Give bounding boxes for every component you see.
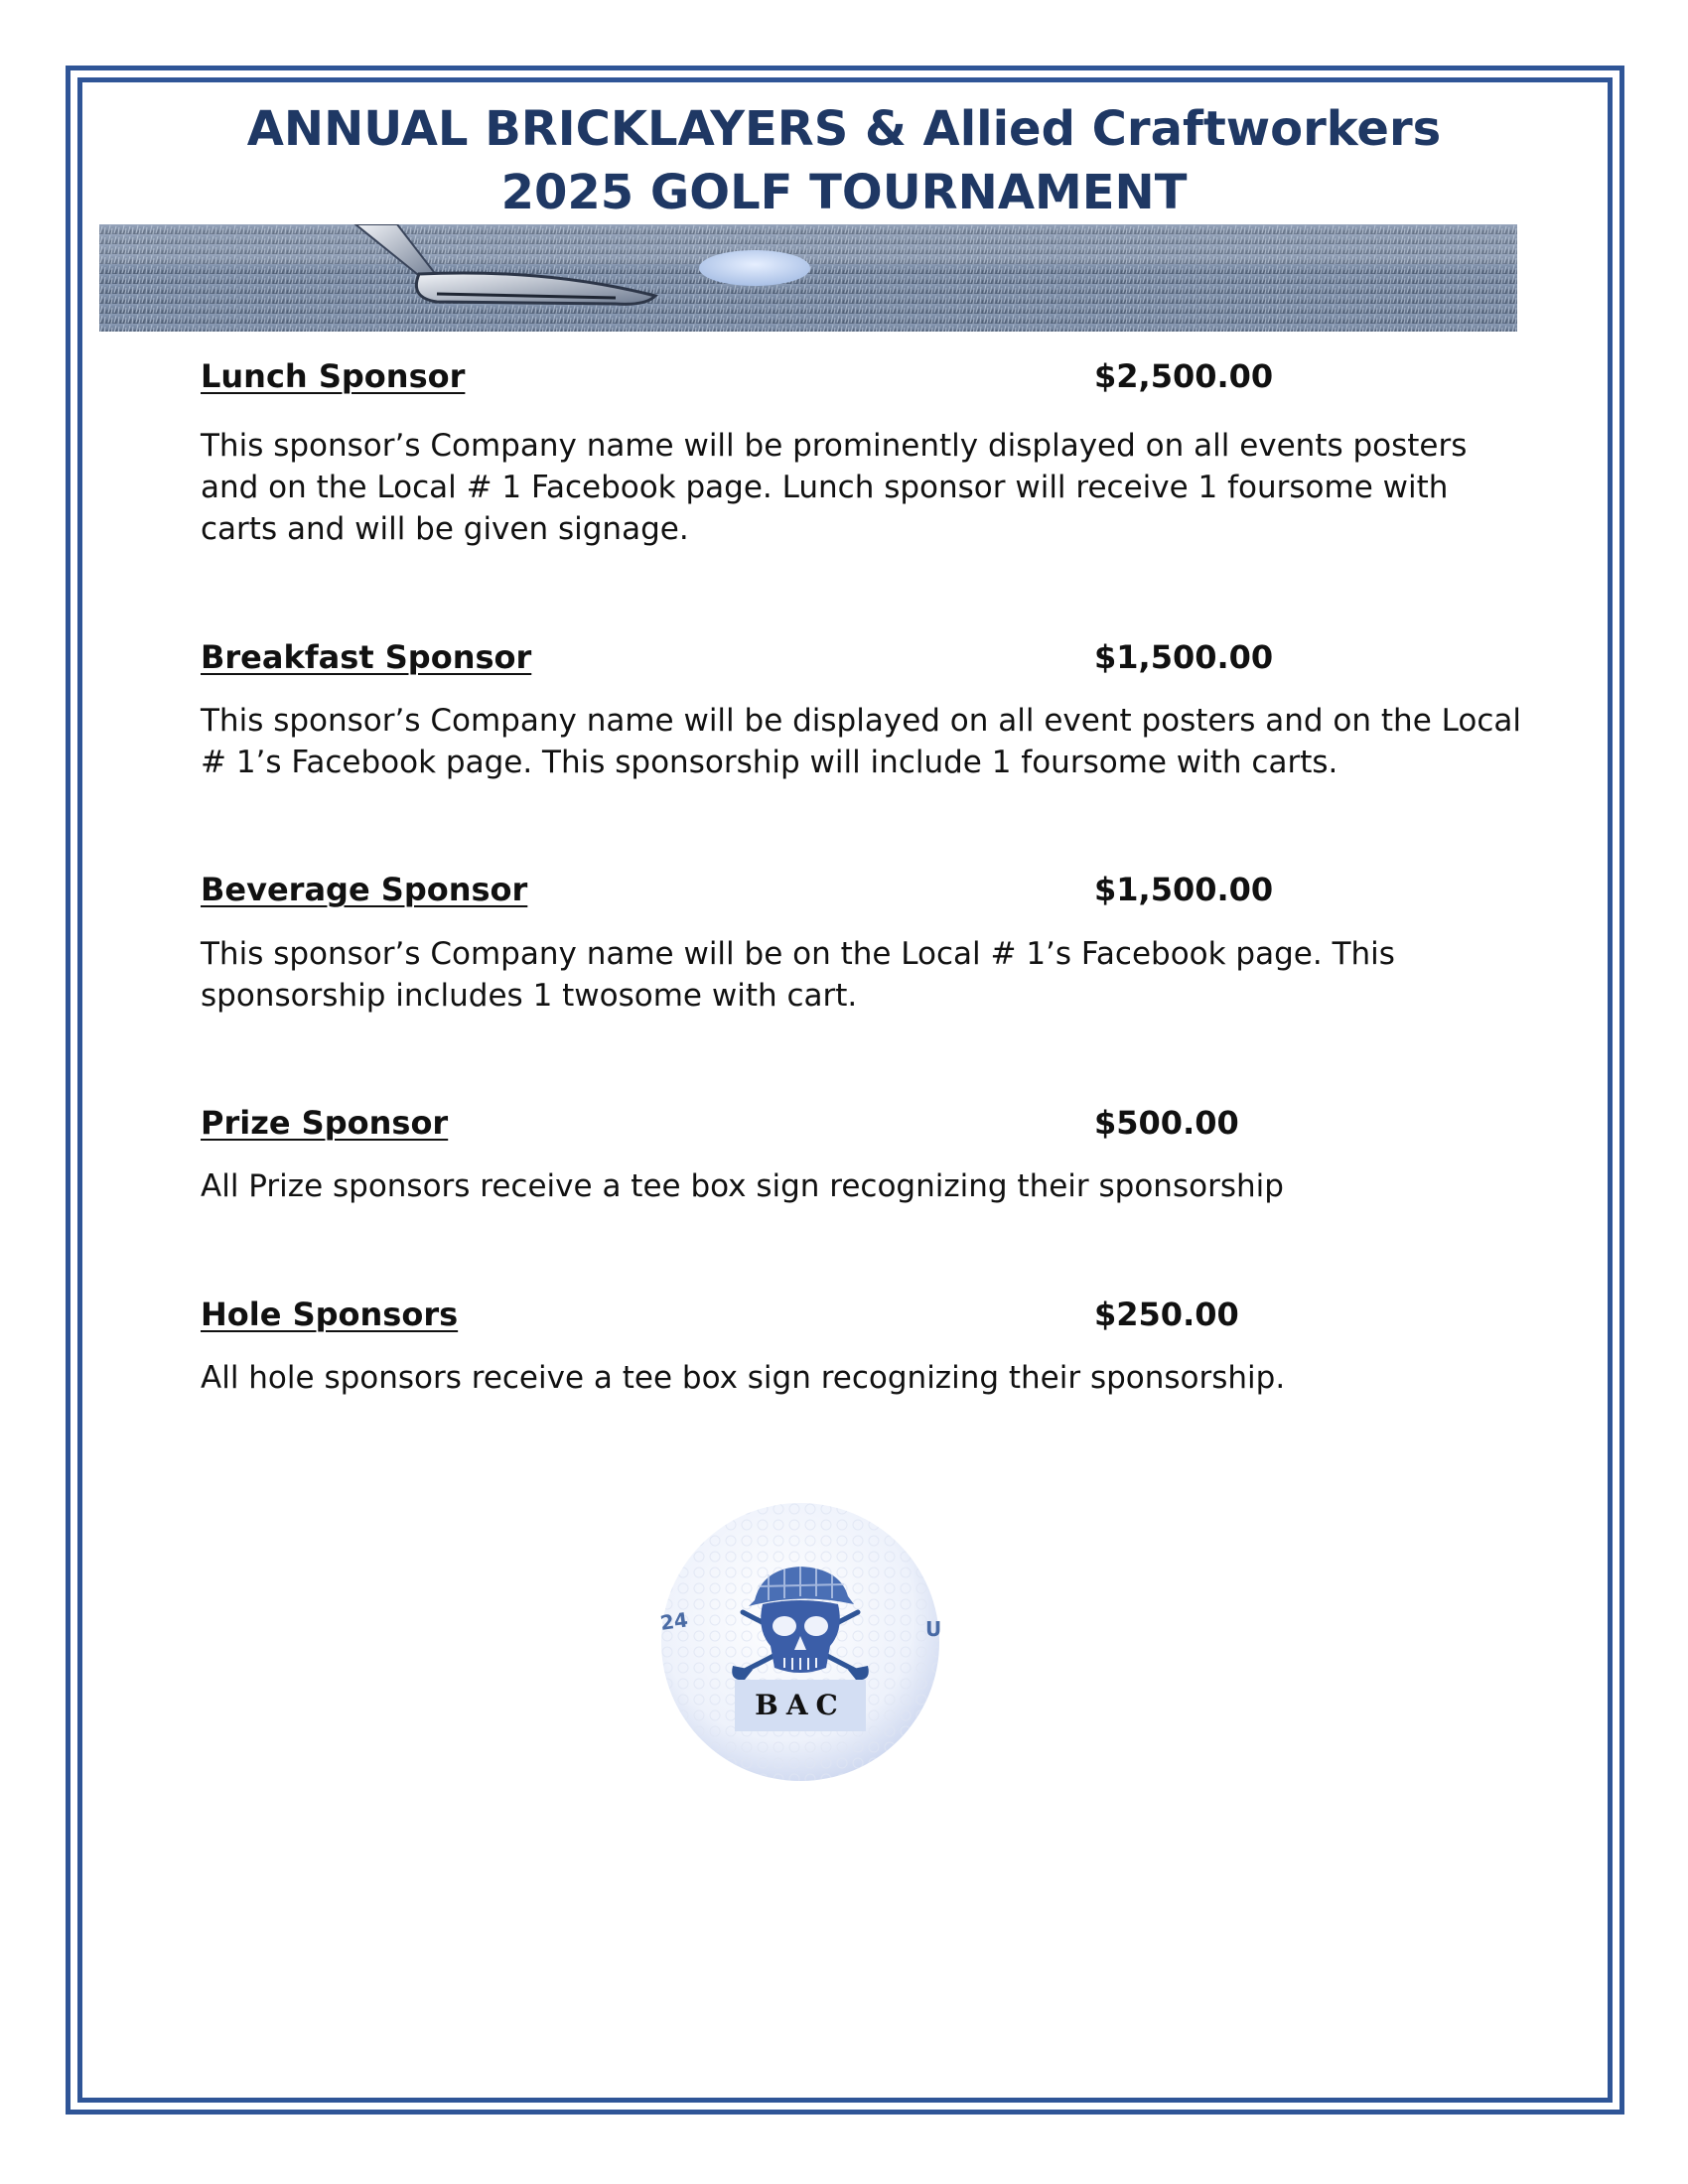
sponsor-name: Prize Sponsor — [201, 1104, 449, 1142]
sponsor-heading-breakfast — [201, 637, 1491, 677]
golf-banner-image — [99, 224, 1517, 332]
sponsor-name: Breakfast Sponsor — [201, 638, 532, 676]
bac-logo-text: BAC — [755, 1689, 846, 1721]
sponsor-description: This sponsor’s Company name will be prominently displayed on all events posters and on the Local # 1 Facebook page. Lunch sponsor will receive 1 foursome with carts and will be given signage. — [201, 428, 1468, 547]
sponsor-description: This sponsor’s Company name will be displayed on all event posters and on the Local # 1’s Facebook page. This sponsorship will include 1 foursome with carts. — [201, 703, 1521, 780]
svg-text:24: 24 — [659, 1607, 690, 1635]
title-line-2: 2025 GOLF TOURNAMENT — [500, 165, 1188, 220]
sponsor-price: $2,500.00 — [1094, 357, 1274, 395]
sponsor-heading-beverage — [201, 870, 1491, 909]
bac-golf-ball-logo — [659, 1501, 941, 1783]
sponsor-price: $1,500.00 — [1094, 871, 1274, 908]
svg-text:U: U — [925, 1617, 941, 1641]
sponsor-description: All Prize sponsors receive a tee box sign recognizing their sponsorship — [201, 1168, 1284, 1204]
golf-ball-skull-logo-icon — [659, 1501, 941, 1783]
sponsor-heading-lunch — [201, 356, 1491, 396]
sponsor-heading-hole — [201, 1295, 1491, 1334]
sponsor-name: Beverage Sponsor — [201, 871, 528, 908]
sponsor-name: Hole Sponsors — [201, 1296, 459, 1333]
sponsor-price: $1,500.00 — [1094, 638, 1274, 676]
sponsor-price: $250.00 — [1094, 1296, 1239, 1333]
page-title — [99, 97, 1589, 224]
sponsor-description: This sponsor’s Company name will be on the Local # 1’s Facebook page. This sponsorship includes 1 twosome with cart. — [201, 936, 1395, 1014]
sponsor-description: All hole sponsors receive a tee box sign recognizing their sponsorship. — [201, 1360, 1286, 1396]
sponsor-heading-prize — [201, 1103, 1491, 1143]
sponsor-price: $500.00 — [1094, 1104, 1239, 1142]
title-line-1: ANNUAL BRICKLAYERS & Allied Craftworkers — [246, 101, 1442, 157]
golf-club-and-ball-icon — [99, 224, 1517, 332]
sponsor-name: Lunch Sponsor — [201, 357, 466, 395]
